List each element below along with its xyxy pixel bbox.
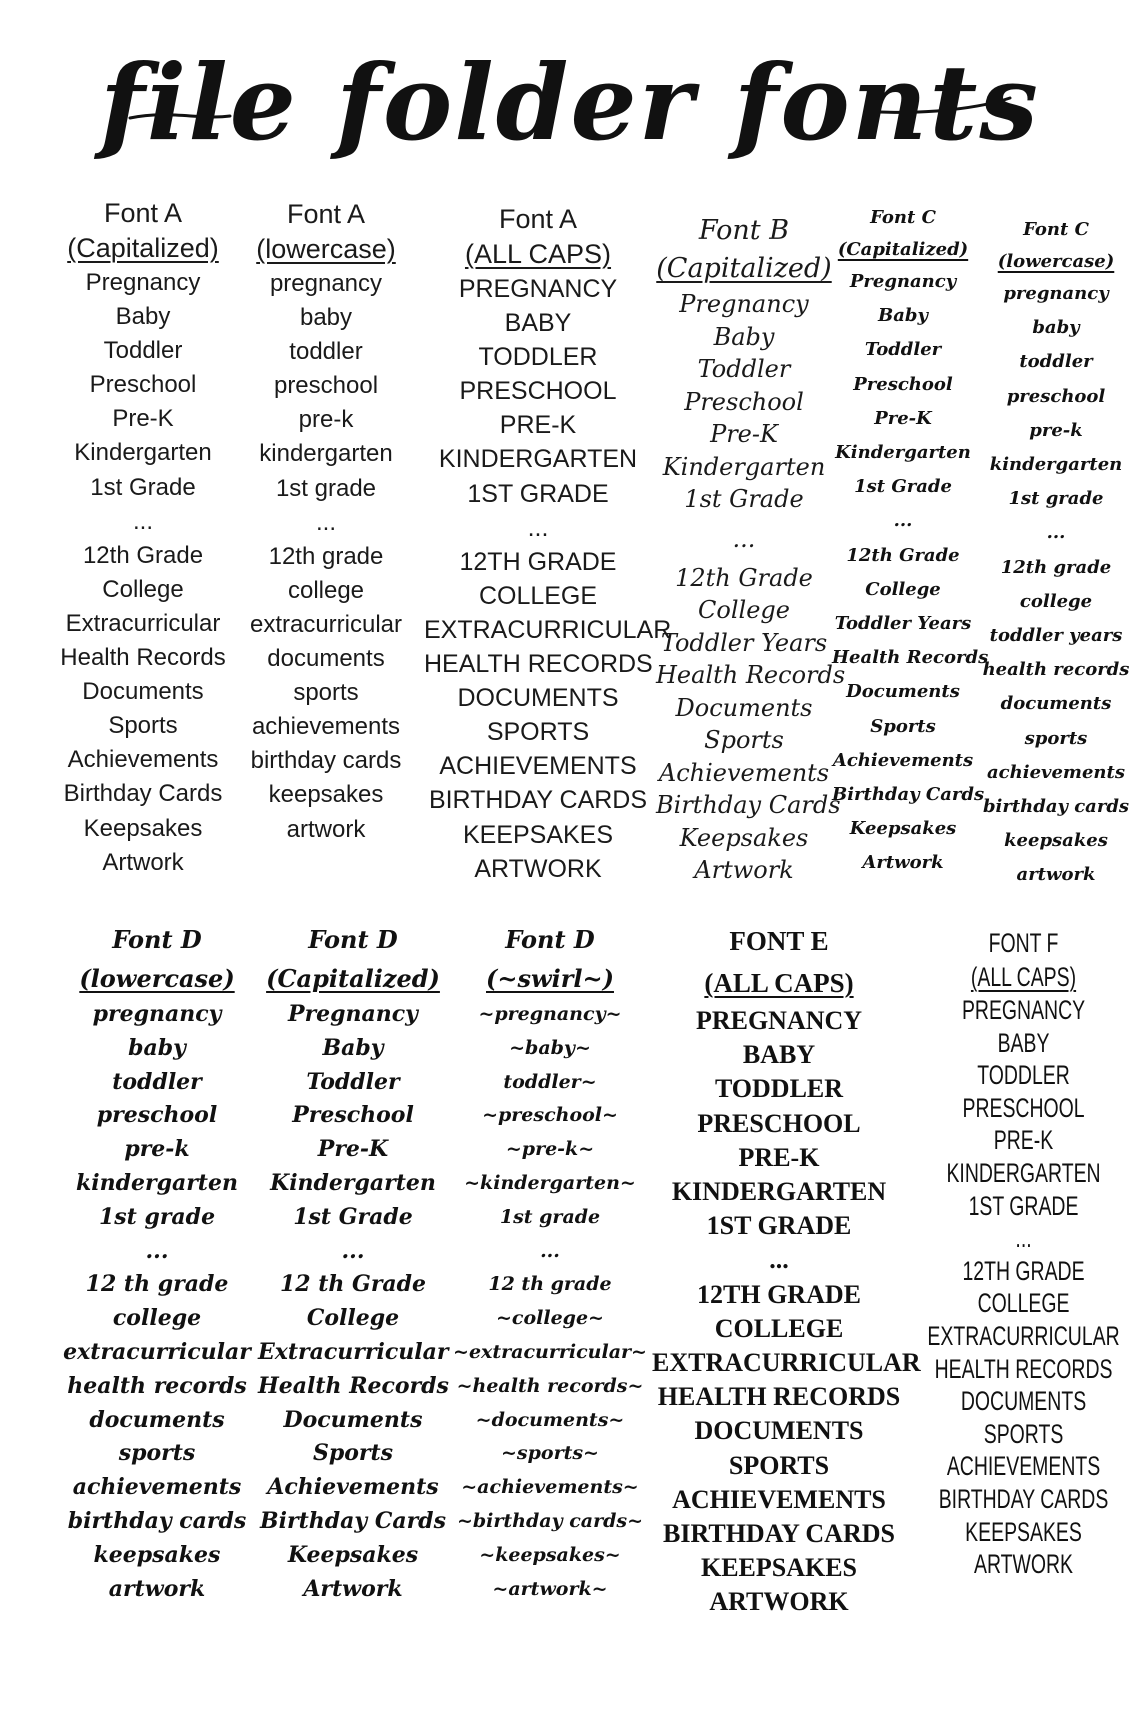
list-item: ARTWORK bbox=[709, 1587, 849, 1617]
list-item: ... bbox=[145, 1237, 169, 1264]
list-item: DOCUMENTS bbox=[694, 1416, 864, 1446]
list-item: Birthday Cards bbox=[63, 780, 223, 808]
list-item: ~kindergarten~ bbox=[464, 1171, 636, 1194]
list-item: Achievements bbox=[658, 758, 830, 787]
column-items bbox=[452, 998, 648, 1606]
list-item: documents bbox=[1000, 693, 1112, 715]
list-item: 1st grade bbox=[499, 1205, 601, 1228]
font-column-c-lowercase bbox=[980, 213, 1132, 893]
list-item: PREGNANCY bbox=[961, 995, 1086, 1025]
list-item: Health Records bbox=[60, 644, 226, 672]
column-heading: Font C bbox=[870, 207, 936, 228]
list-item: ~baby~ bbox=[509, 1036, 591, 1059]
list-item: baby bbox=[128, 1034, 186, 1061]
list-item: toddler bbox=[289, 338, 363, 366]
column-heading: FONT E bbox=[729, 926, 829, 956]
list-item: BABY bbox=[997, 1027, 1050, 1058]
list-item: COLLEGE bbox=[977, 1288, 1070, 1319]
list-item: documents bbox=[267, 645, 385, 673]
list-item: Pre-K bbox=[874, 407, 932, 429]
list-item: ... bbox=[315, 508, 336, 536]
list-item: artwork bbox=[286, 815, 366, 843]
column-subheading: (lowercase) bbox=[79, 964, 235, 993]
list-item: ~sports~ bbox=[501, 1442, 599, 1465]
column-subheading: (lowercase) bbox=[256, 234, 396, 264]
list-item: toddler bbox=[1019, 351, 1093, 373]
list-item: KEEPSAKES bbox=[965, 1516, 1082, 1547]
list-item: PRE-K bbox=[738, 1142, 820, 1172]
column-heading: Font D bbox=[308, 925, 398, 954]
list-item: Keepsakes bbox=[849, 818, 957, 840]
font-column-a-all-caps bbox=[424, 202, 672, 886]
list-item: sports bbox=[118, 1440, 196, 1467]
list-item: 12 th grade bbox=[85, 1271, 229, 1298]
list-item: KINDERGARTEN bbox=[438, 445, 638, 474]
list-item: Kindergarten bbox=[270, 1169, 436, 1196]
list-item: pre-k bbox=[1029, 419, 1083, 441]
list-item: EXTRACURRICULAR bbox=[927, 1320, 1120, 1351]
list-item: Pregnancy bbox=[85, 269, 201, 296]
list-item: EXTRACURRICULAR bbox=[424, 615, 672, 644]
list-item: Health Records bbox=[832, 647, 989, 669]
list-item: keepsakes bbox=[1004, 830, 1108, 852]
list-item: Sports bbox=[108, 712, 178, 740]
list-item: KINDERGARTEN bbox=[671, 1177, 887, 1207]
list-item: pregnancy bbox=[92, 1001, 222, 1027]
column-subheading: (ALL CAPS) bbox=[970, 962, 1077, 992]
list-item: Birthday Cards bbox=[260, 1507, 446, 1534]
list-item: Preschool bbox=[89, 371, 197, 399]
list-item: KEEPSAKES bbox=[700, 1553, 858, 1583]
list-item: Pregnancy bbox=[679, 290, 809, 318]
list-item: BABY bbox=[504, 309, 572, 338]
list-item: Kindergarten bbox=[835, 442, 971, 464]
list-item: 12th Grade bbox=[846, 544, 960, 566]
list-item: keepsakes bbox=[268, 781, 384, 809]
list-item: HEALTH RECORDS bbox=[424, 650, 653, 679]
font-column-d-lowercase bbox=[62, 920, 252, 1606]
list-item: kindergarten bbox=[259, 440, 393, 468]
column-items bbox=[62, 998, 252, 1606]
list-item: Artwork bbox=[862, 852, 944, 874]
list-item: 12th Grade bbox=[82, 541, 204, 569]
list-item: 1st Grade bbox=[293, 1203, 413, 1230]
list-item: Pre-K bbox=[710, 420, 778, 448]
font-column-a-capitalized bbox=[48, 196, 238, 880]
list-item: SPORTS bbox=[486, 718, 590, 747]
column-subheading: (ALL CAPS) bbox=[704, 968, 854, 998]
list-item: 1st Grade bbox=[90, 473, 196, 501]
list-item: 1st grade bbox=[1008, 488, 1104, 510]
list-item: PREGNANCY bbox=[695, 1006, 863, 1035]
list-item: pre-k bbox=[298, 406, 354, 434]
list-item: extracurricular bbox=[63, 1338, 251, 1365]
list-item: PREGNANCY bbox=[458, 275, 618, 303]
list-item: pregnancy bbox=[269, 270, 383, 297]
list-item: Artwork bbox=[303, 1575, 403, 1602]
list-item: ~artwork~ bbox=[492, 1577, 608, 1600]
list-item: 1ST GRADE bbox=[706, 1211, 852, 1241]
list-item: ~pre-k~ bbox=[505, 1138, 595, 1161]
list-item: SPORTS bbox=[983, 1418, 1064, 1449]
column-items bbox=[980, 277, 1132, 893]
list-item: Baby bbox=[115, 303, 171, 331]
list-item: ACHIEVEMENTS bbox=[672, 1484, 886, 1514]
list-item: BIRTHDAY CARDS bbox=[663, 1519, 895, 1549]
list-item: PRESCHOOL bbox=[459, 377, 617, 406]
list-item: ~health records~ bbox=[456, 1374, 644, 1397]
list-item: ... bbox=[1015, 1223, 1032, 1254]
list-item: Artwork bbox=[102, 848, 184, 876]
list-item: DOCUMENTS bbox=[960, 1386, 1087, 1417]
list-item: ~college~ bbox=[496, 1307, 604, 1330]
font-column-b-capitalized bbox=[656, 212, 846, 887]
page-title: file folder fonts bbox=[100, 41, 1040, 164]
column-heading: Font A bbox=[286, 199, 366, 229]
column-items bbox=[258, 998, 448, 1606]
list-item: ... bbox=[540, 1239, 560, 1262]
list-item: Toddler bbox=[103, 337, 183, 365]
column-heading: FONT F bbox=[988, 928, 1059, 958]
list-item: 1ST GRADE bbox=[467, 479, 609, 508]
column-items bbox=[236, 267, 416, 847]
list-item: ~birthday cards~ bbox=[456, 1509, 644, 1532]
list-item: Extracurricular bbox=[65, 609, 221, 637]
list-item: 1st grade bbox=[275, 474, 377, 502]
list-item: artwork bbox=[1016, 864, 1096, 886]
list-item: pre-k bbox=[124, 1136, 190, 1163]
list-item: College bbox=[865, 578, 941, 600]
list-item: Toddler Years bbox=[660, 628, 828, 657]
column-subheading: (lowercase) bbox=[997, 251, 1115, 272]
font-column-c-capitalized bbox=[832, 201, 989, 881]
column-items bbox=[48, 266, 238, 880]
list-item: ~achievements~ bbox=[461, 1476, 639, 1499]
list-item: Documents bbox=[675, 693, 813, 722]
list-item: Sports bbox=[870, 715, 936, 737]
list-item: health records bbox=[67, 1372, 247, 1399]
list-item: ~pregnancy~ bbox=[478, 1003, 622, 1025]
list-item: 12th Grade bbox=[675, 563, 813, 592]
list-item: PRE-K bbox=[499, 411, 577, 440]
list-item: Baby bbox=[878, 305, 928, 327]
list-item: preschool bbox=[273, 372, 379, 400]
list-item: TODDLER bbox=[478, 343, 598, 372]
list-item: Toddler bbox=[864, 339, 942, 361]
column-items bbox=[832, 265, 989, 881]
list-item: achievements bbox=[251, 713, 401, 741]
list-item: ~documents~ bbox=[475, 1408, 625, 1431]
list-item: ARTWORK bbox=[974, 1549, 1074, 1580]
list-item: 12th grade bbox=[1000, 556, 1112, 578]
list-item: Preschool bbox=[853, 373, 953, 395]
list-item: HEALTH RECORDS bbox=[934, 1353, 1113, 1384]
font-column-d-capitalized bbox=[258, 920, 448, 1606]
list-item: documents bbox=[89, 1406, 225, 1433]
list-item: Sports bbox=[704, 726, 784, 754]
list-item: Birthday Cards bbox=[832, 784, 985, 806]
list-item: Keepsakes bbox=[83, 814, 203, 842]
column-items bbox=[656, 288, 846, 887]
list-item: Health Records bbox=[656, 661, 846, 689]
list-item: ... bbox=[132, 507, 153, 535]
column-subheading: (Capitalized) bbox=[656, 253, 832, 284]
list-item: COLLEGE bbox=[714, 1313, 844, 1343]
list-item: TODDLER bbox=[977, 1060, 1070, 1091]
list-item: Achievements bbox=[67, 746, 219, 774]
list-item: college bbox=[112, 1305, 202, 1332]
list-item: ~keepsakes~ bbox=[479, 1543, 621, 1566]
list-item: ARTWORK bbox=[474, 854, 602, 883]
list-item: Preschool bbox=[292, 1102, 414, 1129]
list-item: PRE-K bbox=[993, 1125, 1054, 1156]
font-column-d-swirl bbox=[452, 920, 648, 1606]
list-item: COLLEGE bbox=[478, 581, 598, 610]
list-item: College bbox=[698, 596, 790, 624]
list-item: Documents bbox=[846, 681, 960, 703]
list-item: college bbox=[287, 576, 365, 604]
list-item: baby bbox=[1032, 317, 1080, 339]
list-item: KEEPSAKES bbox=[462, 820, 614, 849]
list-item: Toddler bbox=[697, 355, 791, 383]
list-item: College bbox=[306, 1305, 400, 1332]
list-item: extracurricular bbox=[249, 610, 403, 638]
list-item: BIRTHDAY CARDS bbox=[428, 786, 648, 815]
list-item: toddler years bbox=[989, 625, 1123, 647]
list-item: SPORTS bbox=[728, 1450, 830, 1480]
list-item: preschool bbox=[1006, 385, 1106, 407]
column-heading: Font A bbox=[103, 198, 183, 228]
list-item: ACHIEVEMENTS bbox=[439, 752, 637, 781]
list-item: Keepsakes bbox=[679, 823, 809, 852]
list-item: 12 th Grade bbox=[279, 1271, 427, 1298]
list-item: EXTRACURRICULAR bbox=[652, 1348, 921, 1378]
column-items bbox=[424, 272, 672, 886]
column-heading: Font D bbox=[112, 925, 202, 954]
list-item: keepsakes bbox=[93, 1541, 221, 1568]
list-item: Pre-K bbox=[317, 1136, 389, 1163]
font-column-f-all-caps bbox=[890, 926, 1120, 1581]
list-item: Birthday Cards bbox=[656, 791, 841, 819]
list-item: health records bbox=[982, 659, 1130, 681]
list-item: Baby bbox=[322, 1034, 384, 1061]
list-item: ... bbox=[1046, 522, 1066, 544]
title-area bbox=[0, 20, 1140, 190]
column-heading: Font A bbox=[498, 204, 578, 234]
list-item: sports bbox=[1024, 727, 1088, 749]
column-heading: Font B bbox=[698, 215, 790, 246]
list-item: 1ST GRADE bbox=[968, 1190, 1079, 1221]
list-item: kindergarten bbox=[76, 1169, 238, 1196]
column-subheading: (Capitalized) bbox=[67, 233, 219, 263]
list-item: birthday cards bbox=[250, 747, 402, 775]
list-item: ACHIEVEMENTS bbox=[946, 1451, 1101, 1482]
list-item: ... bbox=[769, 1245, 789, 1275]
list-item: ... bbox=[732, 524, 756, 553]
list-item: Kindergarten bbox=[74, 439, 212, 467]
list-item: Toddler Years bbox=[834, 613, 972, 635]
column-heading: Font D bbox=[505, 925, 595, 954]
list-item: TODDLER bbox=[714, 1074, 844, 1104]
list-item: Pregnancy bbox=[288, 1001, 418, 1027]
font-column-e-all-caps bbox=[652, 920, 921, 1620]
condensed-wrapper bbox=[927, 926, 1119, 1581]
list-item: 12 th grade bbox=[488, 1273, 612, 1296]
list-item: birthday cards bbox=[982, 796, 1130, 818]
list-item: ... bbox=[893, 510, 913, 532]
column-subheading: (ALL CAPS) bbox=[464, 239, 612, 269]
list-item: PRESCHOOL bbox=[697, 1108, 861, 1138]
list-item: preschool bbox=[96, 1102, 218, 1129]
list-item: 1st Grade bbox=[854, 476, 952, 498]
list-item: 12th grade bbox=[268, 542, 384, 570]
column-subheading: (Capitalized) bbox=[837, 239, 969, 260]
column-subheading: (~swirl~) bbox=[486, 964, 614, 993]
column-subheading: (Capitalized) bbox=[266, 964, 440, 993]
list-item: Sports bbox=[312, 1440, 394, 1467]
list-item: Kindergarten bbox=[662, 452, 826, 481]
list-item: toddler bbox=[112, 1068, 202, 1095]
column-items bbox=[652, 1004, 921, 1620]
list-item: PRESCHOOL bbox=[962, 1092, 1085, 1123]
list-item: 1st Grade bbox=[684, 485, 804, 513]
list-item: Pregnancy bbox=[849, 271, 957, 292]
list-item: DOCUMENTS bbox=[457, 684, 619, 713]
list-item: ... bbox=[341, 1237, 365, 1264]
list-item: ... bbox=[527, 513, 549, 542]
list-item: toddler~ bbox=[503, 1070, 597, 1093]
list-item: Artwork bbox=[694, 856, 794, 884]
list-item: Toddler bbox=[306, 1068, 400, 1095]
list-item: pregnancy bbox=[1003, 283, 1109, 304]
list-item: achievements bbox=[987, 761, 1125, 783]
list-item: Pre-K bbox=[112, 405, 174, 433]
list-item: Documents bbox=[283, 1406, 423, 1433]
list-item: College bbox=[102, 575, 184, 603]
list-item: Health Records bbox=[258, 1372, 449, 1399]
list-item: baby bbox=[299, 304, 353, 332]
list-item: 12TH GRADE bbox=[697, 1279, 861, 1309]
list-item: Preschool bbox=[684, 387, 804, 416]
column-items bbox=[927, 994, 1119, 1581]
list-item: Achievements bbox=[267, 1474, 439, 1501]
list-item: 1st grade bbox=[98, 1203, 216, 1230]
list-item: Keepsakes bbox=[287, 1541, 419, 1568]
list-item: Documents bbox=[82, 678, 204, 706]
list-item: Baby bbox=[713, 322, 775, 351]
list-item: Extracurricular bbox=[258, 1338, 449, 1365]
list-item: ~extracurricular~ bbox=[453, 1340, 647, 1363]
list-item: Achievements bbox=[832, 749, 974, 771]
list-item: 12TH GRADE bbox=[459, 547, 617, 576]
list-item: HEALTH RECORDS bbox=[657, 1382, 901, 1412]
column-heading: Font C bbox=[1023, 219, 1089, 240]
list-item: sports bbox=[293, 679, 359, 707]
list-item: kindergarten bbox=[989, 454, 1123, 476]
list-item: college bbox=[1019, 590, 1093, 612]
list-item: ~preschool~ bbox=[482, 1104, 618, 1127]
font-column-a-lowercase bbox=[236, 197, 416, 847]
list-item: achievements bbox=[72, 1474, 242, 1501]
list-item: KINDERGARTEN bbox=[946, 1157, 1101, 1188]
list-item: 12TH GRADE bbox=[962, 1255, 1085, 1286]
list-item: BIRTHDAY CARDS bbox=[938, 1483, 1109, 1514]
list-item: BABY bbox=[742, 1040, 816, 1070]
list-item: birthday cards bbox=[67, 1507, 247, 1534]
list-item: artwork bbox=[108, 1575, 206, 1602]
